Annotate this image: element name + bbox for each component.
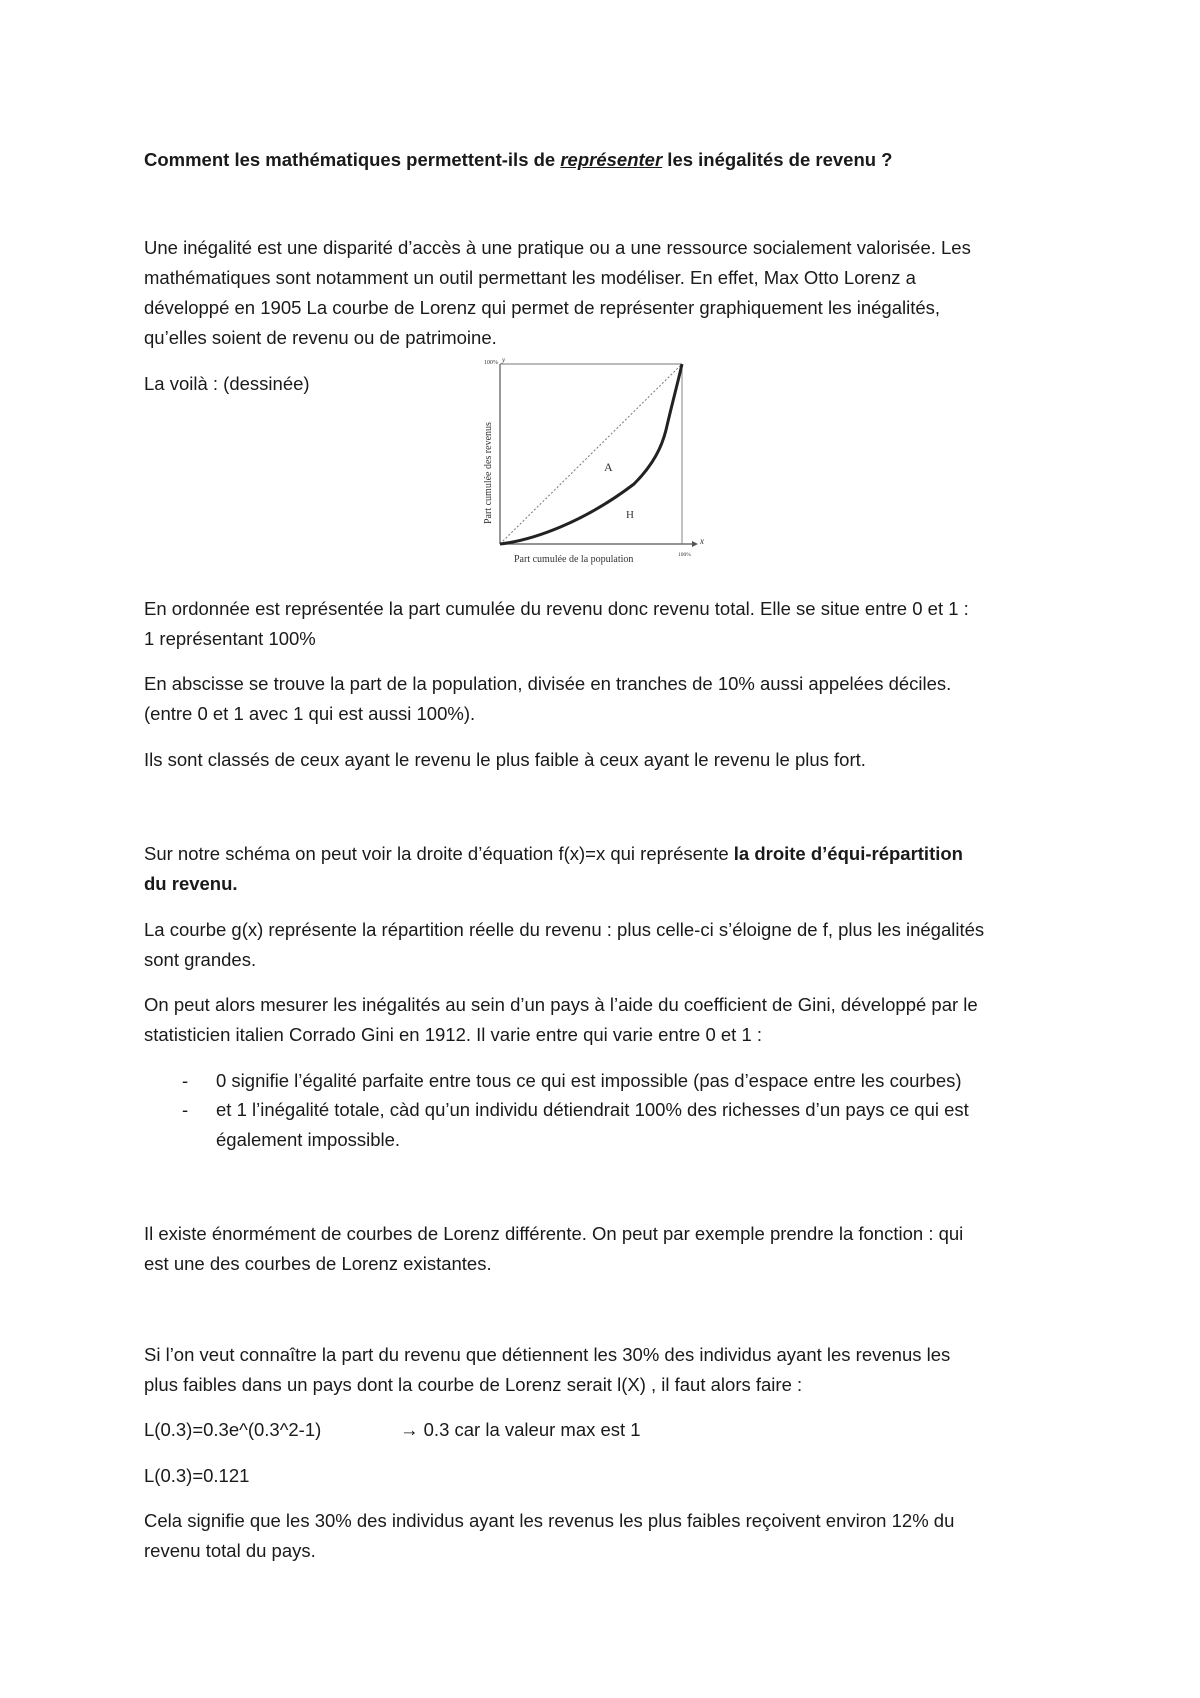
courbe-line-1: La courbe g(x) représente la répartition réelle du revenu : plus celle-ci s’éloigne de f, plus les inégalités [144, 919, 985, 940]
bullet-item-2-line-1: et 1 l’inégalité totale, càd qu’un individu détiendrait 100% des richesses d’un pays ce qui est [216, 1099, 969, 1120]
title-emphasis: représenter [560, 149, 663, 170]
x-right-tick: 100% [678, 552, 691, 558]
title-text-end: les inégalités de revenu ? [662, 149, 893, 170]
schema-line-2 [144, 869, 238, 899]
abscisse-line-1: En abscisse se trouve la part de la population, divisée en tranches de 10% aussi appelées déciles. [144, 673, 952, 694]
classes-paragraph: Ils sont classés de ceux ayant le revenu le plus faible à ceux ayant le revenu le plus fort. [144, 749, 866, 770]
title-text-start: Comment les mathématiques permettent-ils de [144, 149, 561, 170]
abscisse-line-2: (entre 0 et 1 avec 1 qui est aussi 100%). [144, 703, 476, 724]
area-a-label: A [604, 460, 613, 474]
conclusion-line-1: Cela signifie que les 30% des individus ayant les revenus les plus faibles reçoivent environ 12% du [144, 1510, 955, 1531]
bullet-dash-2: - [182, 1099, 189, 1120]
voila-label: La voilà : (dessinée) [144, 373, 310, 394]
schema-line-1 [144, 839, 963, 869]
formula-1-note [400, 1415, 641, 1445]
bullet-item-1: 0 signifie l’égalité parfaite entre tous ce qui est impossible (pas d’espace entre les courbes) [216, 1070, 962, 1091]
y-letter: y [502, 356, 506, 364]
conclusion-line-2: revenu total du pays. [144, 1540, 316, 1561]
figure-background [474, 354, 704, 566]
courbe-line-2: sont grandes. [144, 949, 257, 970]
intro-line-2: mathématiques sont notamment un outil permettant les modéliser. En effet, Max Otto Lorenz a [144, 267, 916, 288]
arrow-icon: → [400, 1419, 419, 1440]
intro-line-4: qu’elles soient de revenu ou de patrimoine. [144, 327, 497, 348]
area-b-label: H [626, 509, 634, 521]
lorenz-chart [474, 354, 704, 566]
formula-2: L(0.3)=0.121 [144, 1465, 250, 1486]
document-title [144, 145, 892, 175]
lorenz-line-1: Il existe énormément de courbes de Lorenz différente. On peut par exemple prendre la fonction : qui [144, 1223, 964, 1244]
schema-bold-2: du revenu. [144, 873, 238, 894]
intro-line-3: développé en 1905 La courbe de Lorenz qui permet de représenter graphiquement les inégalités, [144, 297, 941, 318]
ordonnee-line-2: 1 représentant 100% [144, 628, 316, 649]
gini-line-1: On peut alors mesurer les inégalités au sein d’un pays à l’aide du coefficient de Gini, développé par le [144, 994, 978, 1015]
intro-line-1: Une inégalité est une disparité d’accès à une pratique ou a une ressource socialement valorisée. Les [144, 237, 971, 258]
bullet-dash-1: - [182, 1070, 189, 1091]
formula-1: L(0.3)=0.3e^(0.3^2-1) [144, 1419, 322, 1440]
lorenz-figure [474, 354, 704, 566]
schema-bold-1: la droite d’équi-répartition [733, 843, 963, 864]
gini-line-2: statisticien italien Corrado Gini en 1912. Il varie entre qui varie entre 0 et 1 : [144, 1024, 763, 1045]
x-axis-label: Part cumulée de la population [514, 554, 634, 565]
example-line-2: plus faibles dans un pays dont la courbe de Lorenz serait l(X) , il faut alors faire : [144, 1374, 803, 1395]
schema-text: Sur notre schéma on peut voir la droite d’équation f(x)=x qui représente [144, 843, 734, 864]
ordonnee-line-1: En ordonnée est représentée la part cumulée du revenu donc revenu total. Elle se situe entre 0 et 1 : [144, 598, 969, 619]
lorenz-line-2: est une des courbes de Lorenz existantes. [144, 1253, 492, 1274]
example-line-1: Si l’on veut connaître la part du revenu que détiennent les 30% des individus ayant les revenus les [144, 1344, 951, 1365]
y-top-tick: 100% [484, 360, 498, 366]
y-axis-label: Part cumulée des revenus [483, 422, 494, 524]
formula-note-text: 0.3 car la valeur max est 1 [423, 1419, 641, 1440]
x-letter: x [700, 536, 704, 546]
bullet-item-2-line-2: également impossible. [216, 1129, 401, 1150]
